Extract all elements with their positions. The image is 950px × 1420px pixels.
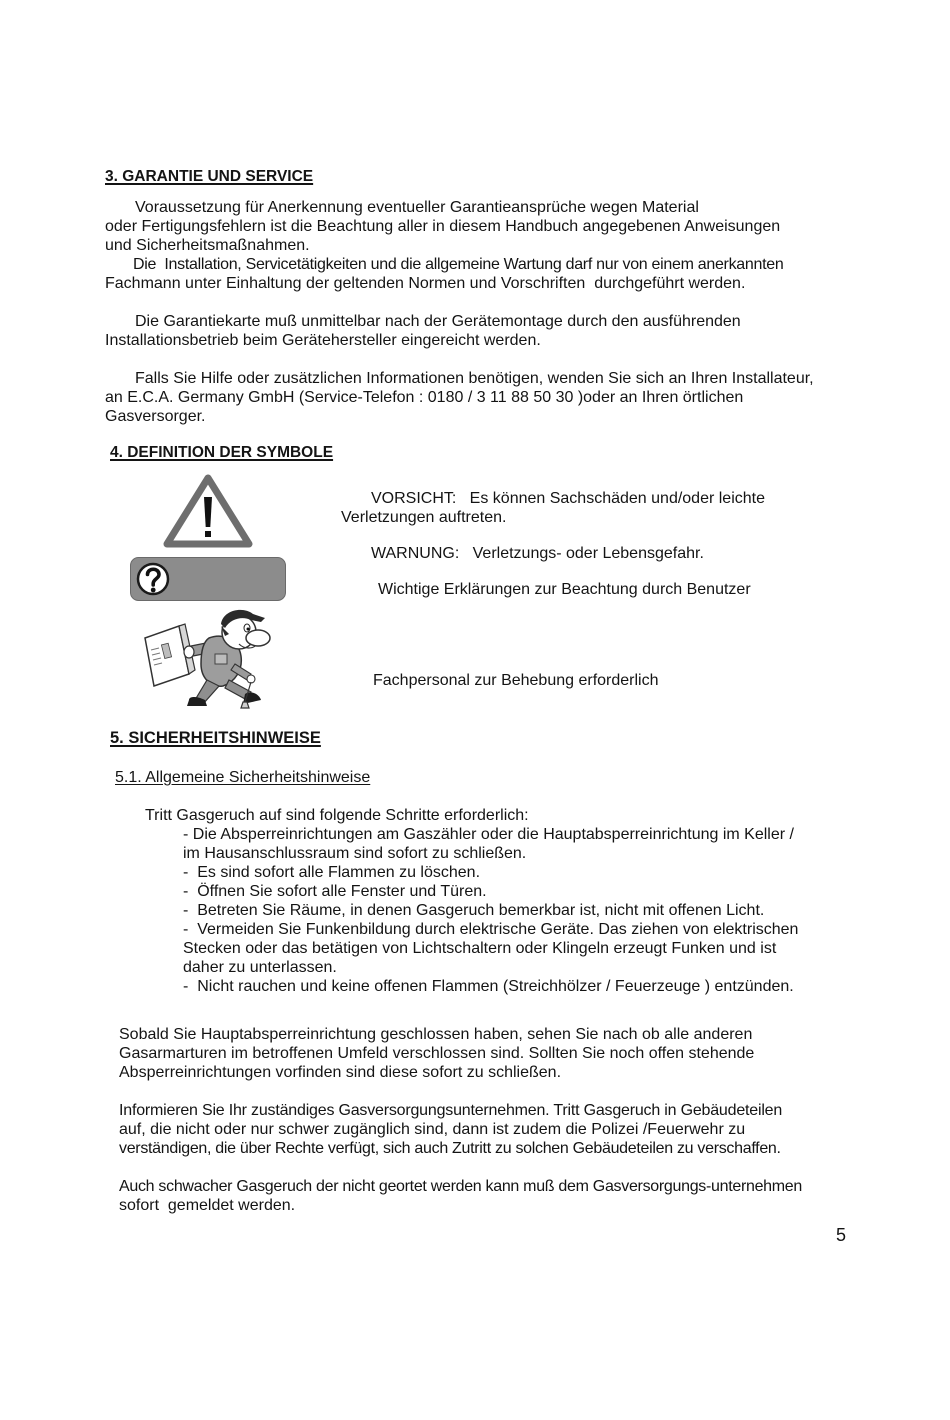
step-line: - Nicht rauchen und keine offenen Flammen (Streichhölzer / Feuerzeuge ) entzünden.: [183, 978, 794, 995]
step-line: - Die Absperreinrichtungen am Gaszähler oder die Hauptabsperreinrichtung im Keller /: [183, 826, 794, 843]
subsection-heading: 5.1. Allgemeine Sicherheitshinweise: [115, 769, 371, 786]
garantie-text-line: Falls Sie Hilfe oder zusätzlichen Informationen benötigen, wenden Sie sich an Ihren Installateur,: [135, 370, 814, 387]
section-heading-sicherheitshinweise: 5. SICHERHEITSHINWEISE: [110, 729, 321, 747]
garantie-text-line: Die Garantiekarte muß unmittelbar nach der Gerätemontage durch den ausführenden: [135, 313, 741, 330]
step-line: - Öffnen Sie sofort alle Fenster und Türen.: [183, 883, 487, 900]
symbol-vorsicht-text: Verletzungen auftreten.: [341, 509, 507, 526]
step-line: - Es sind sofort alle Flammen zu löschen.: [183, 864, 481, 881]
step-line: - Vermeiden Sie Funkenbildung durch elektrische Geräte. Das ziehen von elektrischen: [183, 921, 799, 938]
safety-text-line: verständigen, die über Rechte verfügt, sich auch Zutritt zu solchen Gebäudeteilen zu verschaffen.: [119, 1140, 781, 1157]
garantie-text-line: Fachmann unter Einhaltung der geltenden Normen und Vorschriften durchgeführt werden.: [105, 275, 746, 292]
question-info-icon: [130, 557, 286, 601]
garantie-text-line: und Sicherheitsmaßnahmen.: [105, 237, 310, 254]
safety-text-line: Informieren Sie Ihr zuständiges Gasversorgungsunternehmen. Tritt Gasgeruch in Gebäudeteilen: [119, 1102, 783, 1119]
safety-text-line: Sobald Sie Hauptabsperreinrichtung geschlossen haben, sehen Sie nach ob alle anderen: [119, 1026, 753, 1043]
step-line: Stecken oder das betätigen von Lichtschaltern oder Klingeln erzeugt Funken und ist: [183, 940, 777, 957]
steps-intro: Tritt Gasgeruch auf sind folgende Schritte erforderlich:: [145, 807, 529, 824]
step-line: daher zu unterlassen.: [183, 959, 337, 976]
safety-text-line: sofort gemeldet werden.: [119, 1197, 296, 1214]
garantie-text-line: oder Fertigungsfehlern ist die Beachtung aller in diesem Handbuch angegebenen Anweisungen: [105, 218, 781, 235]
section-heading-symbole: 4. DEFINITION DER SYMBOLE: [110, 444, 334, 461]
garantie-text-line: Voraussetzung für Anerkennung eventueller Garantieansprüche wegen Material: [135, 199, 699, 216]
safety-text-line: Absperreinrichtungen vorfinden sind diese sofort zu schließen.: [119, 1064, 562, 1081]
warning-triangle-icon: [163, 473, 253, 549]
technician-icon: [139, 602, 273, 716]
garantie-text-line: an E.C.A. Germany GmbH (Service-Telefon : 0180 / 3 11 88 50 30 )oder an Ihren örtlichen: [105, 389, 744, 406]
symbol-hinweis-text: Wichtige Erklärungen zur Beachtung durch Benutzer: [378, 581, 751, 598]
safety-text-line: Gasarmarturen im betroffenen Umfeld verschlossen sind. Sollten Sie noch offen stehende: [119, 1045, 755, 1062]
garantie-text-line: Die Installation, Servicetätigkeiten und die allgemeine Wartung darf nur von einem anerkannten: [133, 256, 784, 273]
symbol-vorsicht-text: VORSICHT: Es können Sachschäden und/oder leichte: [371, 490, 765, 507]
section-heading-garantie: 3. GARANTIE UND SERVICE: [105, 168, 314, 185]
step-line: im Hausanschlussraum sind sofort zu schließen.: [183, 845, 527, 862]
symbol-warnung-text: WARNUNG: Verletzungs- oder Lebensgefahr.: [371, 545, 704, 562]
symbol-fachpersonal-text: Fachpersonal zur Behebung erforderlich: [373, 672, 659, 689]
safety-text-line: Auch schwacher Gasgeruch der nicht geortet werden kann muß dem Gasversorgungs-unternehmen: [119, 1178, 803, 1195]
safety-text-line: auf, die nicht oder nur schwer zugänglich sind, dann ist zudem die Polizei /Feuerwehr zu: [119, 1121, 746, 1138]
garantie-text-line: Installationsbetrieb beim Gerätehersteller eingereicht werden.: [105, 332, 541, 349]
step-line: - Betreten Sie Räume, in denen Gasgeruch bemerkbar ist, nicht mit offenen Licht.: [183, 902, 765, 919]
garantie-text-line: Gasversorger.: [105, 408, 206, 425]
page-number: 5: [836, 1225, 847, 1245]
